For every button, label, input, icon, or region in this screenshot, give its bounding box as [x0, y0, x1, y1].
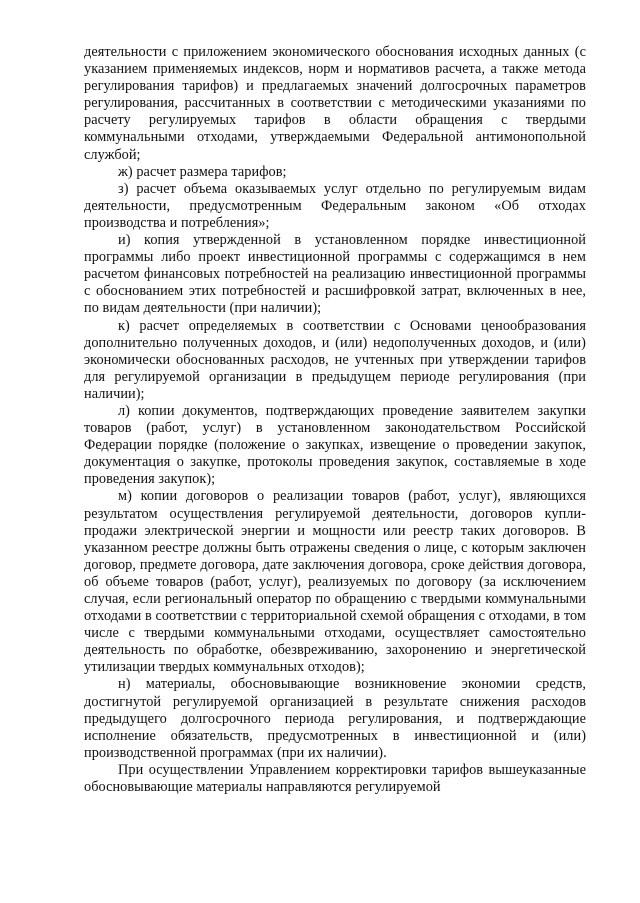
- paragraph-z: з) расчет объема оказываемых услуг отдельно по регулируемым видам деятельности, предусмотренным Федеральным законом «Об отходах производства и потребления»;: [84, 180, 586, 231]
- paragraph-zh: ж) расчет размера тарифов;: [118, 163, 287, 180]
- paragraph-l: л) копии документов, подтверждающих проведение заявителем закупки товаров (работ, услуг) в установленном законодательством Российской Федерации порядке (положение о закупках, извещение о проведении закупок, документация о закупке, протоколы проведения закупок, составляемые в ходе проведения закупок);: [84, 402, 586, 488]
- paragraph-k: к) расчет определяемых в соответствии с Основами ценообразования дополнительно полученных доходов, и (или) недополученных доходов, и (или) экономически обоснованных расходов, не учтенных при утверждении тарифов для регулируемой организации в предыдущем периоде регулирования (при наличии);: [84, 317, 586, 402]
- paragraph-i: и) копия утвержденной в установленном порядке инвестиционной программы либо проект инвестиционной программы с содержащимся в нем расчетом финансовых потребностей на реализацию инвестиционной программы с обоснованием этих потребностей и расшифровкой затрат, включенных в нее, по видам деятельности (при наличии);: [84, 232, 586, 317]
- document-page: [84, 44, 586, 796]
- paragraph-n: н) материалы, обосновывающие возникновение экономии средств, достигнутой регулируемой организацией в результате снижения расходов предыдущего долгосрочного периода регулирования, и подтверждающие исполнение обязательств, предусмотренных в инвестиционной и (или) производственной программах (при их наличии).: [84, 676, 586, 761]
- paragraph-final: При осуществлении Управлением корректировки тарифов вышеуказанные обосновывающие материалы направляются регулируемой: [84, 761, 586, 796]
- paragraph-m: м) копии договоров о реализации товаров (работ, услуг), являющихся результатом осуществления регулируемой деятельности, договоров купли-продажи электрической энергии и мощности или реестр таких договоров. В указанном реестре должны быть отражены сведения о лице, с которым заключен договор, предмете договора, дате заключения договора, сроке действия договора, об объеме товаров (работ, услуг), реализуемых по договору (за исключением случая, если региональный оператор по обращению с твердыми коммунальными отходами в соответствии с территориальной схемой обращения с отходами, в том числе с твердыми коммунальными отходами, осуществляет самостоятельно деятельность по обработке, обезвреживанию, захоронению и энергетической утилизации твердых коммунальных отходов);: [84, 488, 586, 676]
- paragraph-continuation: деятельности с приложением экономического обоснования исходных данных (с указанием применяемых индексов, норм и нормативов расчета, а также метода регулирования тарифов) и предлагаемых значений долгосрочных параметров регулирования, рассчитанных в соответствии с методическими указаниями по расчету регулируемых тарифов в области обращения с твердыми коммунальными отходами, утверждаемыми Федеральной антимонопольной службой;: [84, 44, 586, 163]
